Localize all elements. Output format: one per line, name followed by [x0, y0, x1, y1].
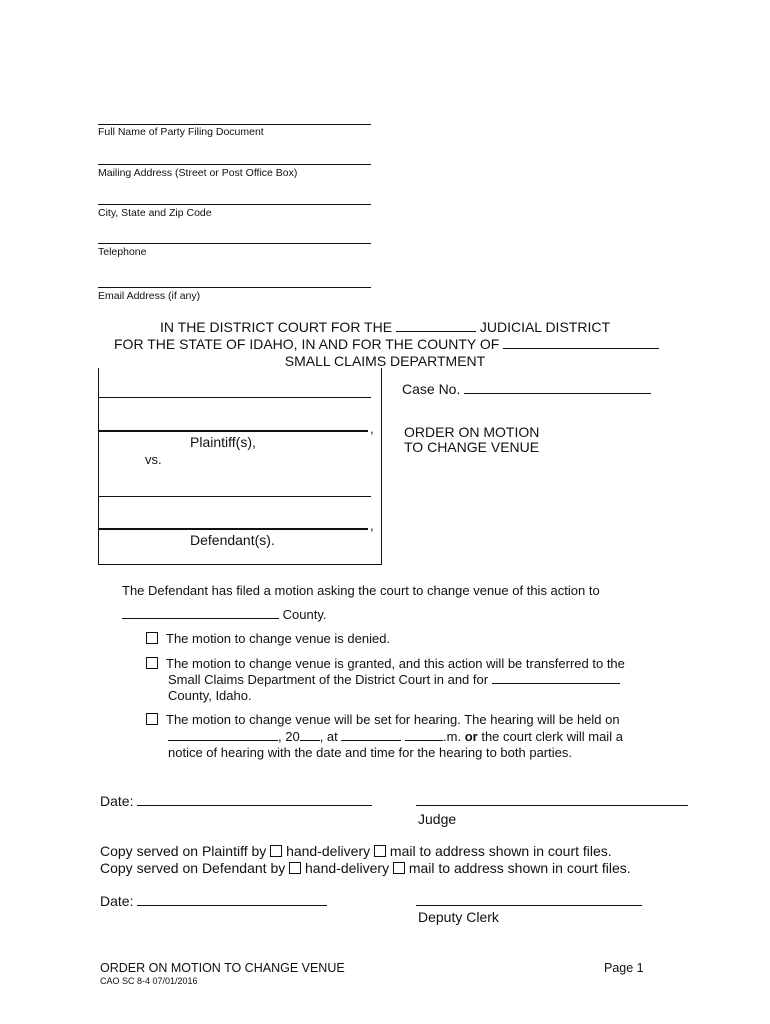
- hearing-date-blank[interactable]: [168, 739, 278, 741]
- option-granted-line3: County, Idaho.: [168, 688, 252, 703]
- option-hearing-line1: The motion to change venue will be set for hearing. The hearing will be held on: [166, 712, 620, 727]
- document-title-line1: ORDER ON MOTION: [404, 424, 540, 440]
- defendant-hand-delivery-label: hand-delivery: [305, 860, 390, 876]
- option-hearing-line3: notice of hearing with the date and time for the hearing to both parties.: [168, 745, 572, 760]
- clerk-date-blank[interactable]: [137, 904, 327, 906]
- email-line[interactable]: [98, 287, 371, 288]
- hearing-at-label: , at: [319, 729, 338, 744]
- clerk-date-label: Date:: [100, 893, 134, 909]
- court-heading-line1-pre: IN THE DISTRICT COURT FOR THE: [160, 319, 393, 335]
- hearing-checkbox[interactable]: [146, 713, 158, 725]
- footer-page-number: Page 1: [604, 961, 644, 975]
- email-label: Email Address (if any): [98, 290, 201, 302]
- case-number: [402, 381, 651, 397]
- plaintiffs-label: Plaintiff(s),: [190, 434, 256, 450]
- option-granted-line3-row: [168, 688, 252, 704]
- judge-date: [100, 793, 372, 809]
- telephone-label: Telephone: [98, 246, 147, 258]
- granted-checkbox[interactable]: [146, 657, 158, 669]
- option-granted-line2: Small Claims Department of the District Court in and for: [168, 672, 489, 687]
- plaintiff-comma: ,: [370, 421, 374, 436]
- court-heading-line1-post: JUDICIAL DISTRICT: [479, 319, 610, 335]
- deputy-clerk-label: Deputy Clerk: [418, 909, 499, 925]
- option-denied-label: The motion to change venue is denied.: [166, 631, 391, 646]
- defendant-hand-delivery-checkbox[interactable]: [289, 862, 301, 874]
- service-plaintiff-label: Copy served on Plaintiff by: [100, 843, 267, 859]
- hearing-year-sep: , 20: [278, 729, 300, 744]
- plaintiff-hand-delivery-label: hand-delivery: [286, 843, 371, 859]
- defendant-comma: ,: [370, 518, 374, 533]
- county-blank[interactable]: [122, 617, 279, 619]
- judicial-district-blank[interactable]: [396, 330, 476, 332]
- judge-date-blank[interactable]: [137, 804, 372, 806]
- service-defendant: [100, 860, 631, 876]
- denied-checkbox[interactable]: [146, 632, 158, 644]
- footer-form-title: ORDER ON MOTION TO CHANGE VENUE: [100, 961, 345, 975]
- hearing-ampm-blank[interactable]: [405, 739, 443, 741]
- option-denied: [146, 631, 390, 647]
- plaintiff-hand-delivery-checkbox[interactable]: [270, 845, 282, 857]
- defendant-mail-label: mail to address shown in court files.: [408, 860, 631, 876]
- county-line: [122, 607, 326, 622]
- clerk-date: [100, 893, 327, 909]
- city-state-zip-line[interactable]: [98, 204, 371, 205]
- county-of-blank[interactable]: [503, 347, 659, 349]
- full-name-line[interactable]: [98, 124, 371, 125]
- option-granted-line2-row: [168, 672, 620, 688]
- vs-label: vs.: [145, 452, 162, 467]
- plaintiff-name-line-1[interactable]: [98, 397, 371, 398]
- mailing-address-line[interactable]: [98, 164, 371, 165]
- hearing-time-blank[interactable]: [341, 739, 401, 741]
- option-hearing: [146, 712, 620, 728]
- document-title-line2: TO CHANGE VENUE: [404, 439, 540, 455]
- option-granted: [146, 656, 625, 672]
- judge-date-label: Date:: [100, 793, 134, 809]
- court-heading-line3: SMALL CLAIMS DEPARTMENT: [284, 353, 486, 369]
- plaintiff-mail-label: mail to address shown in court files.: [389, 843, 612, 859]
- case-no-blank[interactable]: [464, 392, 651, 394]
- defendant-name-line-1[interactable]: [98, 496, 371, 497]
- plaintiff-name-line-2[interactable]: [98, 430, 368, 432]
- court-heading-line1: [0, 319, 770, 335]
- defendant-mail-checkbox[interactable]: [393, 862, 405, 874]
- judge-label: Judge: [418, 811, 457, 827]
- plaintiff-mail-checkbox[interactable]: [374, 845, 386, 857]
- full-name-label: Full Name of Party Filing Document: [98, 126, 264, 138]
- hearing-or-label: or: [464, 729, 478, 744]
- hearing-m-label: .m.: [443, 729, 462, 744]
- option-hearing-line3-row: [168, 745, 572, 761]
- transfer-county-blank[interactable]: [492, 682, 620, 684]
- service-defendant-label: Copy served on Defendant by: [100, 860, 286, 876]
- county-word: County.: [282, 607, 327, 622]
- intro-text: The Defendant has filed a motion asking the court to change venue of this action to: [122, 583, 600, 598]
- mailing-address-label: Mailing Address (Street or Post Office Box): [98, 167, 298, 179]
- hearing-clerk-text: the court clerk will mail a: [481, 729, 623, 744]
- clerk-signature-line[interactable]: [416, 905, 642, 906]
- service-plaintiff: [100, 843, 612, 859]
- case-no-label: Case No.: [402, 381, 461, 397]
- hearing-year-blank[interactable]: [300, 739, 320, 741]
- court-heading-line2-text: FOR THE STATE OF IDAHO, IN AND FOR THE COUNTY OF: [114, 336, 500, 352]
- city-state-zip-label: City, State and Zip Code: [98, 207, 212, 219]
- defendants-label: Defendant(s).: [190, 532, 275, 548]
- option-granted-line1: The motion to change venue is granted, and this action will be transferred to the: [166, 656, 625, 671]
- option-hearing-line2-row: [168, 729, 623, 745]
- judge-signature-line[interactable]: [416, 805, 688, 806]
- footer-form-code: CAO SC 8-4 07/01/2016: [100, 976, 198, 986]
- telephone-line[interactable]: [98, 243, 371, 244]
- defendant-name-line-2[interactable]: [98, 528, 368, 530]
- court-heading-line2: [114, 336, 659, 352]
